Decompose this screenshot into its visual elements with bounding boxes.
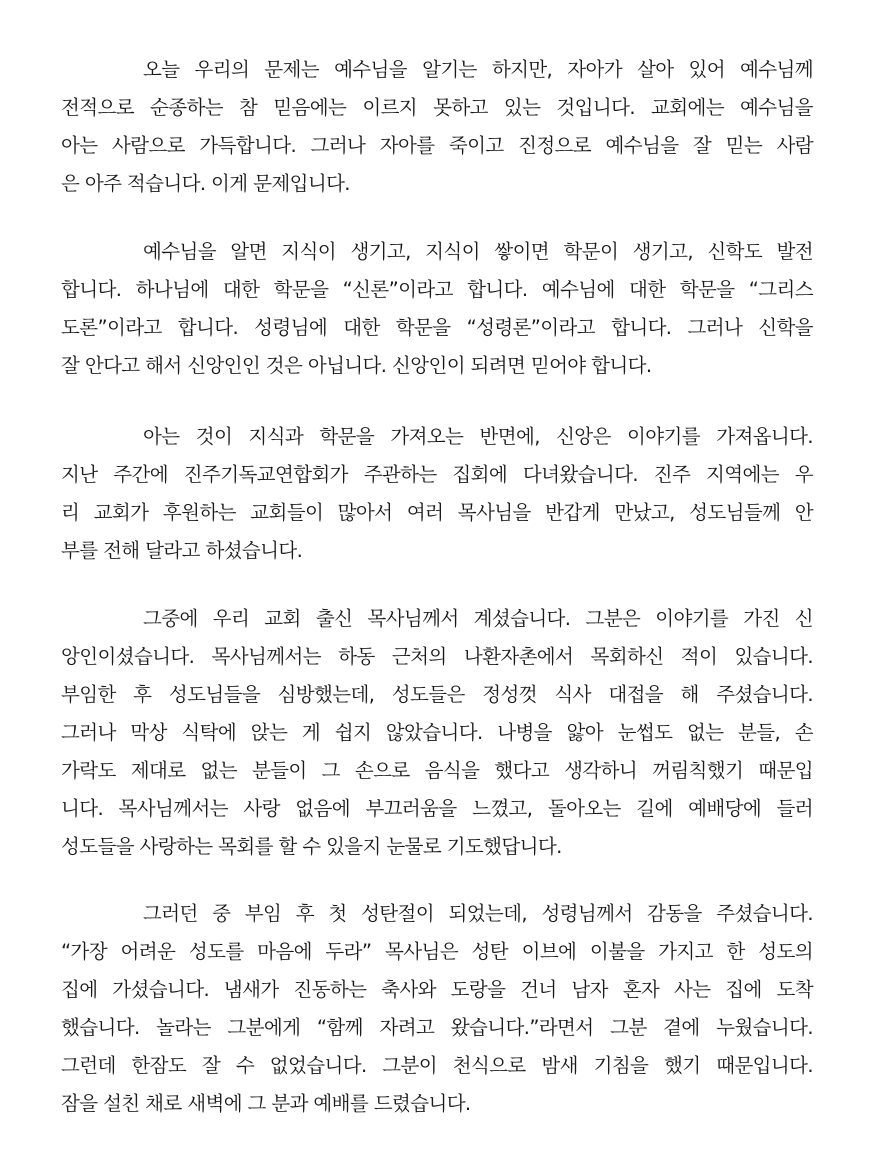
text-line: 가락도 제대로 없는 분들이 그 손으로 음식을 했다고 생각하니 꺼림칙했기 때문입 — [61, 759, 813, 782]
text-line: “가장 어려운 성도를 마음에 두라” 목사님은 성탄 이브에 이불을 가지고 한 성도의 — [61, 940, 813, 963]
text-line: 잘 안다고 해서 신앙인인 것은 아닙니다. 신앙인이 되려면 믿어야 합니다. — [61, 354, 652, 377]
paragraph-4 — [61, 600, 813, 866]
text-line: 앙인이셨습니다. 목사님께서는 하동 근처의 나환자촌에서 목회하신 적이 있습니다. — [61, 645, 813, 668]
paragraph-3 — [61, 418, 813, 570]
text-line: 지난 주간에 진주기독교연합회가 주관하는 집회에 다녀왔습니다. 진주 지역에는 우 — [61, 463, 813, 486]
text-line: 리 교회가 후원하는 교회들이 많아서 여러 목사님을 반갑게 만났고, 성도님들께 안 — [61, 501, 813, 524]
text-line: 아는 사람으로 가득합니다. 그러나 자아를 죽이고 진정으로 예수님을 잘 믿는 사람 — [61, 134, 813, 157]
text-line: 합니다. 하나님에 대한 학문을 “신론”이라고 합니다. 예수님에 대한 학문을 “그리스 — [61, 278, 813, 301]
text-line: 성도들을 사랑하는 목회를 할 수 있을지 눈물로 기도했답니다. — [61, 835, 562, 858]
paragraph-5 — [61, 895, 813, 1123]
text-line: 오늘 우리의 문제는 예수님을 알기는 하지만, 자아가 살아 있어 예수님께 — [143, 58, 813, 81]
text-line: 잠을 설친 채로 새벽에 그 분과 예배를 드렸습니다. — [61, 1092, 471, 1115]
text-line: 부임한 후 성도님들을 심방했는데, 성도들은 정성껏 식사 대접을 해 주셨습니다. — [61, 683, 813, 706]
text-line: 아는 것이 지식과 학문을 가져오는 반면에, 신앙은 이야기를 가져옵니다. — [143, 425, 813, 448]
text-line: 그러던 중 부임 후 첫 성탄절이 되었는데, 성령님께서 감동을 주셨습니다. — [143, 902, 813, 925]
paragraph-2 — [61, 233, 813, 385]
text-line: 예수님을 알면 지식이 생기고, 지식이 쌓이면 학문이 생기고, 신학도 발전 — [143, 240, 813, 263]
text-line: 그런데 한잠도 잘 수 없었습니다. 그분이 천식으로 밤새 기침을 했기 때문입니다. — [61, 1054, 813, 1077]
text-line: 집에 가셨습니다. 냄새가 진동하는 축사와 도랑을 건너 남자 혼자 사는 집에 도착 — [61, 978, 813, 1001]
text-line: 은 아주 적습니다. 이게 문제입니다. — [61, 172, 350, 195]
text-line: 니다. 목사님께서는 사랑 없음에 부끄러움을 느꼈고, 돌아오는 길에 예배당에 들러 — [61, 797, 813, 820]
text-line: 도론”이라고 합니다. 성령님에 대한 학문을 “성령론”이라고 합니다. 그러나 신학을 — [61, 316, 813, 339]
text-line: 그중에 우리 교회 출신 목사님께서 계셨습니다. 그분은 이야기를 가진 신 — [143, 607, 813, 630]
text-line: 부를 전해 달라고 하셨습니다. — [61, 539, 303, 562]
text-line: 그러나 막상 식탁에 앉는 게 쉽지 않았습니다. 나병을 앓아 눈썹도 없는 분들, 손 — [61, 721, 813, 744]
text-line: 했습니다. 놀라는 그분에게 “함께 자려고 왔습니다.”라면서 그분 곁에 누웠습니다. — [61, 1016, 813, 1039]
text-line: 전적으로 순종하는 참 믿음에는 이르지 못하고 있는 것입니다. 교회에는 예수님을 — [61, 96, 813, 119]
paragraph-1 — [61, 51, 813, 203]
